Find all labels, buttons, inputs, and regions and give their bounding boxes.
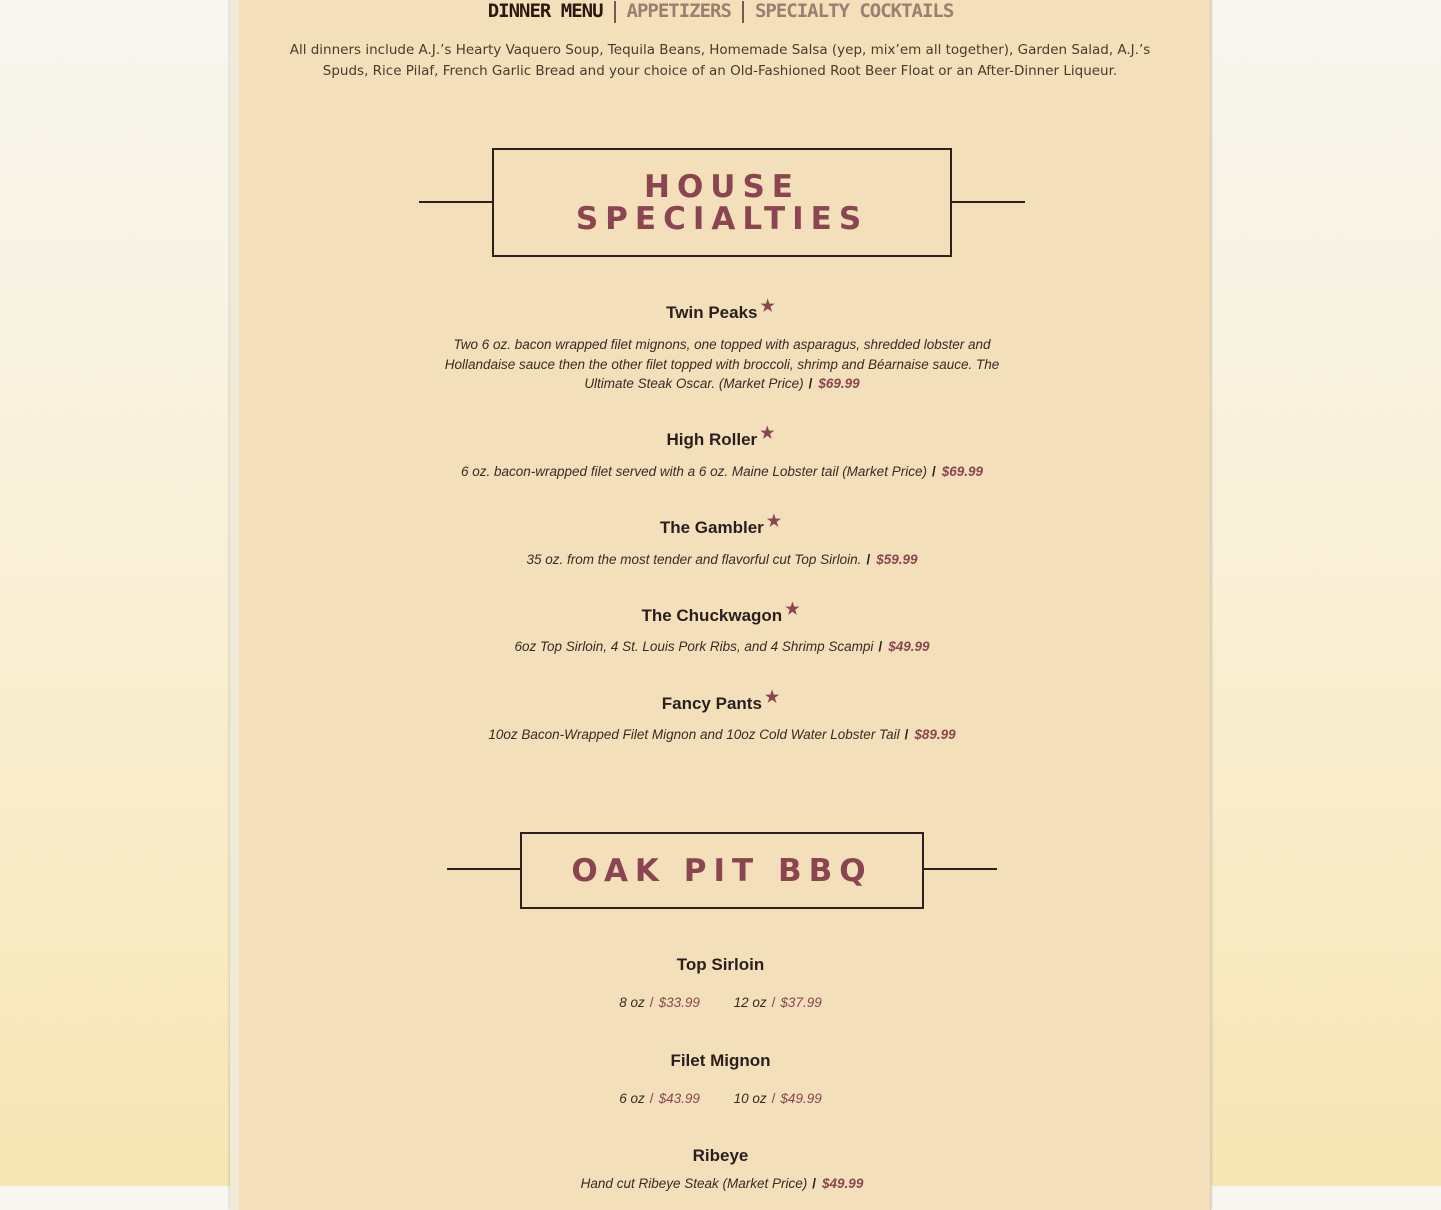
- size-option: [619, 1091, 700, 1106]
- item-desc-text: 10oz Bacon-Wrapped Filet Mignon and 10oz Cold Water Lobster Tail: [488, 727, 900, 742]
- price-separator: /: [904, 727, 909, 742]
- section-title-line: HOUSE: [644, 168, 800, 205]
- section-rule-left: [419, 201, 493, 203]
- star-icon: ★: [760, 425, 775, 442]
- nav-specialty-cocktails[interactable]: SPECIALTY COCKTAILS: [754, 0, 954, 22]
- menu-item-description: [320, 637, 1124, 657]
- item-price: $69.99: [818, 376, 860, 391]
- item-title: The Gambler: [659, 518, 764, 537]
- size-option: [734, 1091, 822, 1106]
- menu-item-name: [0, 513, 1441, 538]
- nav-appetizers[interactable]: APPETIZERS: [626, 0, 731, 22]
- menu-item-name: [0, 689, 1441, 714]
- menu-item-name: [0, 601, 1441, 626]
- section-title-oak-pit-bbq: [520, 832, 924, 909]
- item-title: Twin Peaks: [666, 303, 758, 322]
- nav-dinner-menu[interactable]: DINNER MENU: [487, 0, 603, 22]
- price-separator: /: [931, 464, 936, 479]
- section-title-line: SPECIALTIES: [575, 200, 869, 237]
- item-desc-text: Two 6 oz. bacon wrapped filet mignons, one topped with asparagus, shredded lobster and Hollandaise sauce then the other filet topped with broccoli, shrimp and Béarnaise sauce. The Ultimate Steak Oscar. (Market Price): [444, 337, 1000, 391]
- size-option: [734, 995, 822, 1010]
- item-price: $49.99: [822, 1176, 864, 1191]
- item-title: Ribeye: [692, 1146, 749, 1165]
- price-separator: /: [866, 552, 871, 567]
- item-title: Top Sirloin: [676, 955, 765, 974]
- star-icon: ★: [760, 298, 775, 315]
- price-separator: /: [771, 995, 776, 1010]
- size-options: [0, 995, 1441, 1010]
- size-label: 12 oz: [733, 995, 767, 1010]
- price-separator: /: [649, 995, 654, 1010]
- size-label: 6 oz: [619, 1091, 645, 1106]
- item-desc-text: 35 oz. from the most tender and flavorful cut Top Sirloin.: [526, 552, 862, 567]
- price-separator: /: [649, 1091, 654, 1106]
- item-title: Filet Mignon: [670, 1051, 771, 1070]
- item-price: $59.99: [876, 552, 918, 567]
- item-desc-text: 6oz Top Sirloin, 4 St. Louis Pork Ribs, and 4 Shrimp Scampi: [514, 639, 874, 654]
- item-desc-text: Hand cut Ribeye Steak (Market Price): [580, 1176, 808, 1191]
- star-icon: ★: [785, 601, 800, 618]
- price-separator: /: [812, 1176, 817, 1191]
- menu-item-name: [0, 298, 1441, 323]
- section-rule-right: [951, 201, 1025, 203]
- section-title-line: OAK PIT BBQ: [571, 852, 873, 889]
- menu-nav: [0, 0, 1441, 24]
- price-separator: /: [878, 639, 883, 654]
- section-rule-right: [923, 868, 997, 870]
- menu-item-description: [320, 725, 1124, 745]
- intro-text: All dinners include A.J.’s Hearty Vaquero Soup, Tequila Beans, Homemade Salsa (yep, mix’em all together), Garden Salad, A.J.’s Spuds, Rice Pilaf, French Garlic Bread and your choice of an Old-Fashioned Root Beer Float or an After-Dinner Liqueur.: [289, 42, 1151, 79]
- section-title-house-specialties: [492, 148, 952, 257]
- item-title: Fancy Pants: [661, 694, 762, 713]
- menu-item-name: [0, 955, 1441, 975]
- menu-item-name: [0, 1146, 1441, 1166]
- star-icon: ★: [764, 689, 780, 706]
- size-price: $33.99: [658, 995, 700, 1010]
- section-rule-left: [447, 868, 521, 870]
- item-price: $89.99: [914, 727, 956, 742]
- item-title: The Chuckwagon: [641, 606, 783, 625]
- price-separator: /: [771, 1091, 776, 1106]
- item-title: High Roller: [666, 430, 758, 449]
- menu-item-name: [0, 1051, 1441, 1071]
- item-price: $69.99: [941, 464, 984, 479]
- size-price: $37.99: [780, 995, 822, 1010]
- size-price: $43.99: [658, 1091, 700, 1106]
- size-price: $49.99: [780, 1091, 822, 1106]
- price-separator: /: [808, 376, 813, 391]
- menu-item-description: [320, 550, 1124, 570]
- menu-item-description: [320, 1174, 1124, 1194]
- size-options: [0, 1091, 1441, 1106]
- menu-item-name: [0, 425, 1441, 450]
- size-option: [619, 995, 700, 1010]
- item-desc-text: 6 oz. bacon-wrapped filet served with a 6 oz. Maine Lobster tail (Market Price): [460, 464, 927, 479]
- menu-item-description: [320, 462, 1124, 482]
- menu-item-description: [420, 335, 1024, 394]
- size-label: 8 oz: [619, 995, 645, 1010]
- star-icon: ★: [766, 513, 782, 530]
- item-price: $49.99: [888, 639, 930, 654]
- size-label: 10 oz: [733, 1091, 767, 1106]
